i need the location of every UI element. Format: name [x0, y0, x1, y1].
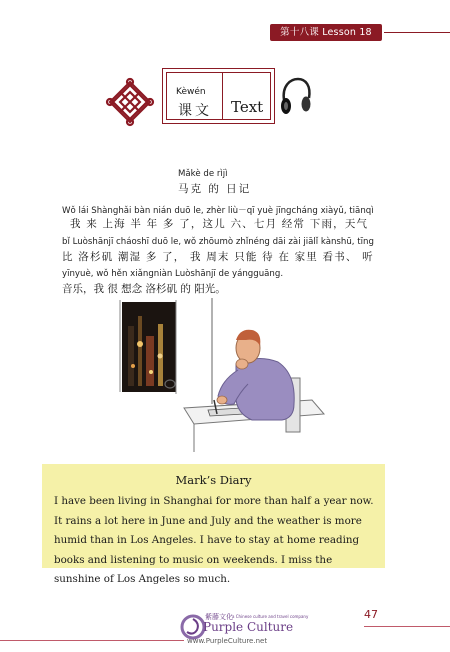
- story-line-1-pinyin: Wǒ lái Shànghǎi bàn nián duō le, zhèr liù－qī yuè jīngcháng xiàyǔ, tiānqì: [62, 206, 374, 216]
- story-title-pinyin: Mǎkè de rìjì: [178, 169, 228, 179]
- title-inner-frame: [166, 72, 271, 120]
- title-pinyin: Kèwén: [176, 87, 206, 97]
- headphones-icon[interactable]: [278, 76, 314, 118]
- story-line-3-pinyin: yīnyuè, wǒ hěn xiǎngniàn Luòshānjī de yángguāng.: [62, 269, 284, 279]
- diary-translation-box: [42, 464, 385, 585]
- story-line-3-chinese: 音乐，我 很 想念 洛杉矶 的 阳光。: [62, 283, 226, 295]
- lesson-title-box: [162, 68, 275, 124]
- title-divider: [222, 73, 223, 119]
- story-line-2-chinese: 比 洛杉矶 潮湿 多 了， 我 周末 只能 待 在 家里 看书、 听: [62, 251, 374, 263]
- footer-rule-right: [364, 626, 450, 627]
- logo-url[interactable]: www.PurpleCulture.net: [187, 637, 268, 645]
- diary-body: I have been living in Shanghai for more than half a year now. It rains a lot here in June and July and the weather is more humid than in Los Angeles. I have to stay at home reading books and listening to music on weekends. I miss the sunshine of Los Angeles so much.: [54, 495, 374, 585]
- footer-rule-left: [0, 640, 184, 641]
- title-chinese: 课文: [178, 103, 212, 119]
- story-title-chinese: 马克 的 日记: [178, 183, 252, 195]
- lesson-tab: 第十八课 Lesson 18: [270, 24, 382, 41]
- logo-chinese-text: 紫藤文化: [205, 613, 233, 621]
- title-english: Text: [231, 98, 264, 116]
- man-reading-illustration: [118, 296, 330, 454]
- logo-tagline: a Chinese culture and travel company: [232, 614, 309, 619]
- diary-title: Mark’s Diary: [175, 473, 252, 487]
- logo-english-text: Purple Culture: [203, 620, 294, 634]
- header-rule: [384, 32, 450, 33]
- chinese-knot-icon: [104, 76, 156, 128]
- story-line-2-pinyin: bǐ Luòshānjī cháoshī duō le, wǒ zhōumò zhǐnéng dāi zài jiālǐ kànshū, tīng: [62, 237, 374, 247]
- story-line-1-chinese: 我 来 上海 半 年 多 了，这儿 六、七月 经常 下雨，天气: [70, 218, 369, 230]
- page-number: 47: [364, 608, 378, 621]
